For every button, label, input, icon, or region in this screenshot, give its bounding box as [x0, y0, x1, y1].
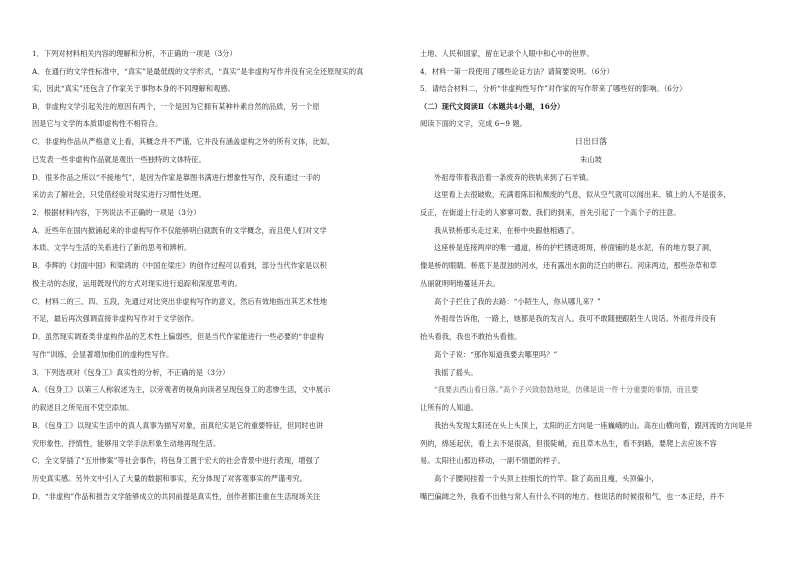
paragraph-line: 这座桥是连接两岸的唯一通道，桥的护栏锈迹斑斑，桥面铺的是水泥，有的地方裂了洞，: [434, 243, 717, 252]
paragraph-line: 反正，在街道上行走的人寥寥可数。我们的到来，首先引起了一个高个子的注意。: [420, 208, 681, 217]
section-heading: （二）现代文阅读Ⅱ（本题共4小题，16分）: [420, 102, 565, 111]
q1-option-c-cont: 已发表一些非虚构作品就是观出一些独特的文体特征。: [32, 155, 206, 164]
q1-option-b-cont: 因是它与文学的本质即虚构性不相符合。: [32, 119, 163, 128]
question-5-stem: 5．请结合材料二，分析“非虚构性写作”对作家的写作带来了哪些好的影响。（6分）: [420, 84, 687, 93]
paragraph-line: 抬头看我，我也不敢抬头看他。: [420, 332, 522, 341]
q2-option-b: B．李辉的《封面中国》和梁鸿的《中国在梁庄》的创作过程可以看到，部分当代作家是以积: [32, 261, 327, 270]
paragraph-line: 列的，绵延起伏，看上去不是很高，但很陡峭，而且草木丛生，看不到路，要爬上去应该不容: [420, 439, 717, 448]
q1-option-a: A．在通行的文学性标准中，“真实”是最低级的文学形式，“真实”是非虚构写作并没有完全还原现实的真: [32, 67, 364, 76]
q2-option-d: D．虽然现实调查类非虚构作品的艺术性上偏弱些，但是当代作家能进行一些必要的“非虚构: [32, 332, 324, 341]
q3-option-a: A．《包身工》以第三人称叙述为主，以旁观者的视角向读者呈现包身工的悲惨生活，文中展示: [32, 385, 331, 394]
paragraph-line: 我从铁桥那头走过来，在桥中央跟他相遇了。: [434, 226, 579, 235]
question-4-stem: 4．材料一第一段使用了哪些论证方法？请简要说明。（6分）: [420, 67, 614, 76]
paragraph-line: 外祖母告诉他，一路上，她都是我的发言人。我可不敢随便跟陌生人说话。外祖母并没有: [434, 314, 717, 323]
paragraph-line: 嘴巴偏阔之外，我看不出他与常人有什么不同的地方。他说话的时候很和气，也一本正经，并不: [420, 492, 724, 501]
q1-option-d-cont: 采访去了解社会，只凭借经验对现实进行习惯性处理。: [32, 190, 206, 199]
q3-option-a-cont: 的叙述目之所见而不凭空添加。: [32, 403, 134, 412]
q1-option-b: B．非虚构文学引起关注的原因有两个，一个是因为它拥有某种朴素自然的品质，另一个原: [32, 102, 320, 111]
q1-option-c: C．非虚构作品从严格意义上看，其概念并不严谨，它并没有涵盖虚构之外的所有文体，比如，: [32, 137, 335, 146]
article-title: 日出日落: [574, 137, 608, 146]
paragraph-line: “我要去西山看日落。”高个子兴致勃勃地说，仿佛是说一件十分重要的事情，而且要: [434, 385, 699, 394]
q3-option-d: D．“非虚构”作品和报告文学能够成立的共同前提是真实性，创作者都注重在生活现场关注: [32, 492, 321, 501]
paragraph-line: 外祖母带着我沿着一条废弃的铁轨来到了石羊镇。: [434, 173, 594, 182]
question-1-stem: 1．下列对材料相关内容的理解和分析，不正确的一项是（3分）: [32, 49, 237, 58]
q3-option-c: C．全文穿插了“五卅惨案”等社会事件，将包身工置于宏大的社会背景中进行表现，增强了: [32, 456, 321, 465]
paragraph-line: 我摇了摇头。: [434, 368, 478, 377]
q2-option-a: A．近些年在国内掀涌起来的非虚构写作不仅能够明白就既有的文学概念，而且使人们对文学: [32, 226, 327, 235]
q2-option-d-cont: 写作”训练，会显著增加他们的虚构性写作。: [32, 350, 174, 359]
q1-option-d: D．很多作品之所以“不接地气”，是因为作家是靠图书满进行想象性写作，没有通过一手的: [32, 173, 321, 182]
q2-option-c-cont: 不足，最后再次强调直接非虚构写作对于文学创作。: [32, 314, 199, 323]
q1-option-a-cont: 实，因此“真实”还包含了作家关于事物本身的不同理解和观感。: [32, 84, 235, 93]
paragraph-line: 让所有的人知道。: [420, 403, 478, 412]
paragraph-line: 高个子拦住了我的去路：“小陌生人，你从哪儿来？”: [434, 297, 601, 306]
q3-option-b-cont: 究形象性、抒情性，能够用文学手法形象生动地再现生活。: [32, 439, 221, 448]
q2-option-b-cont: 极主动的态度，运用既现代的方式对现实进行追踪和深度思考的。: [32, 279, 242, 288]
paragraph-line: 像是桥的眼睛。桥底下是混浊的河水，还有露出水面的泛白的卵石。河床两边，那些杂草和草: [420, 261, 717, 270]
question-2-stem: 2．根据材料内容，下列说法不正确的一项是（3分）: [32, 208, 201, 217]
paragraph-line: 高个子腰间挂着一个头顶上挂细长的竹竿。除了高而且瘦，头顶偏小，: [434, 474, 659, 483]
paragraph-line: 高个子说：“那你知道我要去哪里吗？”: [434, 350, 558, 359]
material-continuation: 土地、人民和国家，留在记录个人眼中和心中的世界。: [420, 49, 594, 58]
paragraph-line: 我抬头发现太阳还在头上头顶上，太阳的正方向是一座巍峨的山。高在山横向着，跟河流的方向是并: [434, 421, 753, 430]
q2-option-a-cont: 本质、文学与生活的关系进行了新的思考和辨析。: [32, 243, 192, 252]
question-3-stem: 3．下列选项对《包身工》真实性的分析，不正确的是（3分）: [32, 368, 230, 377]
q2-option-c: C．材料二的三、四、五段，先通过对比突出非虚构写作的意义，然后有效地指出其艺术性地: [32, 297, 328, 306]
article-author: 朱山坡: [580, 155, 602, 164]
paragraph-line: 丛丽就明明地蔓延开去。: [420, 279, 500, 288]
paragraph-line: 易。太阳往山那边移动，一副不情愿的样子。: [420, 456, 565, 465]
reading-instruction: 阅读下面的文字，完成 6~9 题。: [420, 119, 527, 128]
q3-option-c-cont: 历史真实感。另外文中引入了大量的数据和事实，充分体现了对客观事实的严谨考究。: [32, 474, 308, 483]
q3-option-b: B．《包身工》以现实生活中的真人真事为描写对象，而真纪实是它的重要特征，但同时也讲: [32, 421, 324, 430]
paragraph-line: 这里看上去很破败，充满着陈旧和颓废的气息，似从空气就可以闻出来。镇上的人不是很多，: [434, 190, 731, 199]
